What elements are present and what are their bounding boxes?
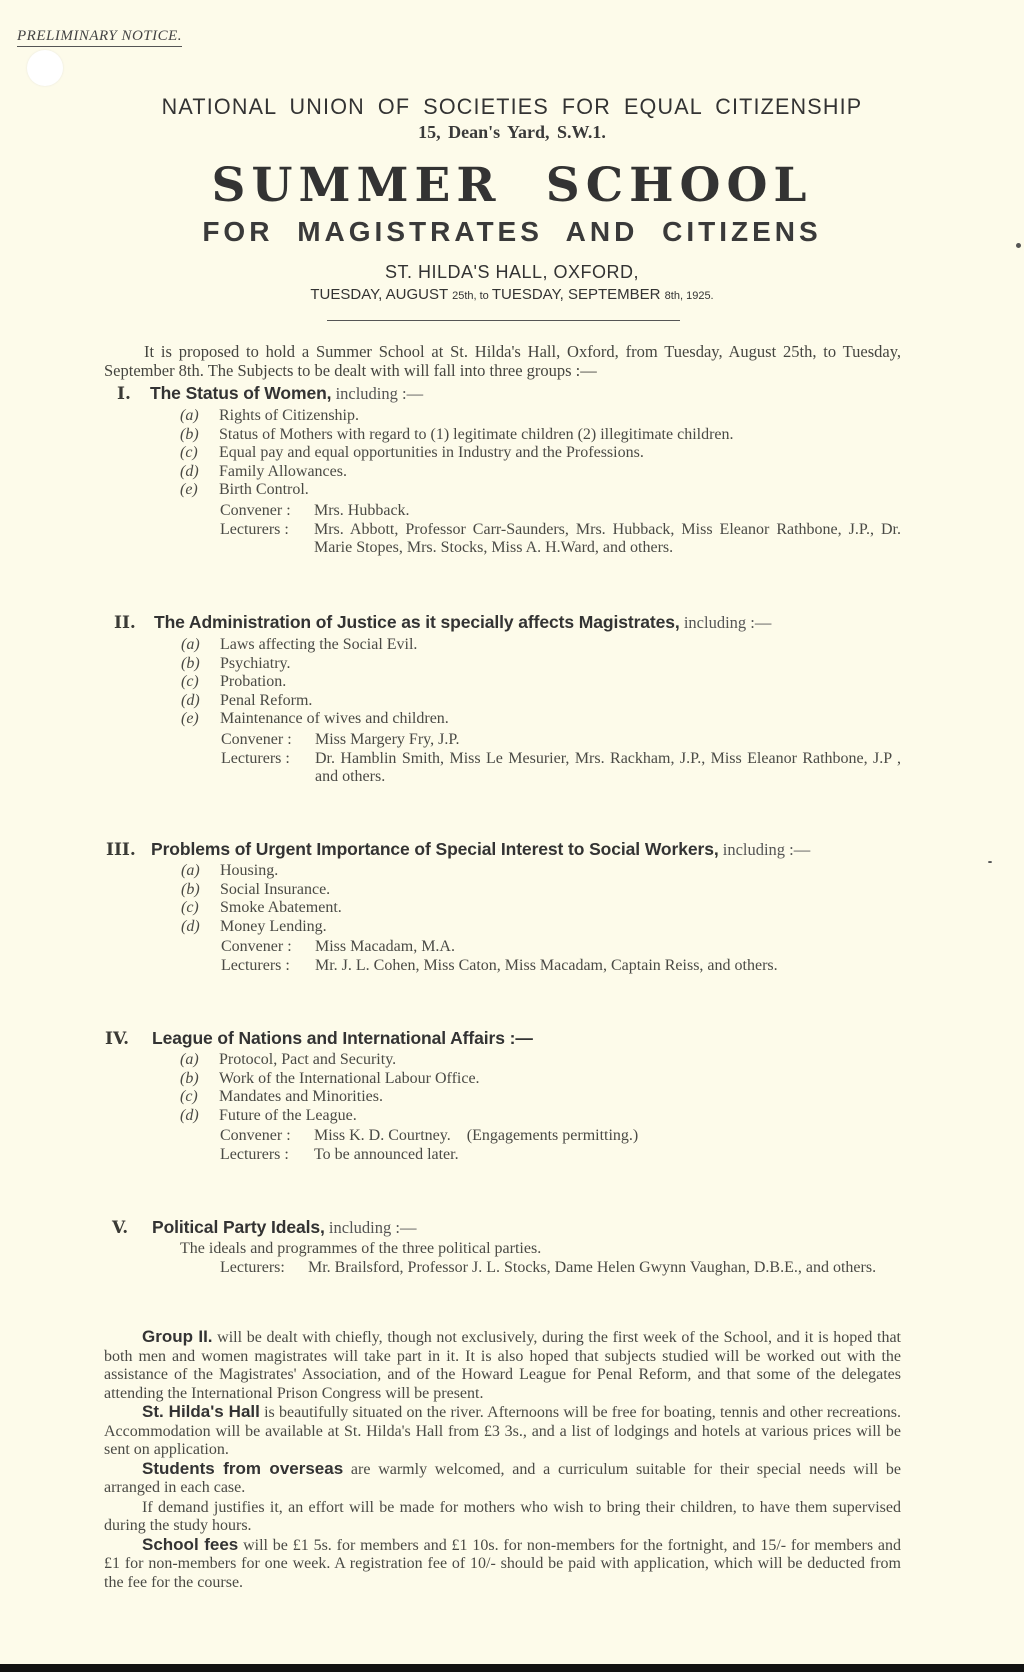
dates-start: TUESDAY, AUGUST [310, 286, 453, 303]
item-text: Smoke Abatement. [220, 899, 342, 917]
item-text: Laws affecting the Social Evil. [220, 636, 418, 653]
item-label: (e) [181, 710, 199, 728]
convener-row [221, 731, 901, 750]
topic-item [181, 710, 449, 729]
topic-item [180, 1107, 480, 1126]
lecturers-label: Lecturers : [220, 520, 289, 538]
convener-label: Convener : [221, 731, 292, 748]
item-label: (a) [180, 407, 199, 424]
convener-name: Miss Margery Fry, J.P. [315, 731, 460, 748]
item-text: Probation. [220, 673, 287, 691]
item-text: Work of the International Labour Office. [219, 1069, 480, 1087]
topic-item [181, 692, 449, 711]
topic-item [180, 481, 734, 500]
section-heading [106, 839, 810, 860]
item-label: (c) [181, 673, 199, 691]
section-suffix: including :— [331, 384, 424, 403]
note-lead: Group II. [142, 1327, 213, 1346]
description-text: The ideals and programmes of the three political parties. [180, 1240, 542, 1257]
lecturers-label: Lecturers: [220, 1259, 285, 1276]
note-paragraph [104, 1403, 901, 1460]
topic-list [180, 407, 734, 500]
item-text: Mandates and Minorities. [219, 1088, 383, 1106]
convener-label: Convener : [220, 502, 291, 519]
item-label: (b) [181, 880, 200, 898]
item-label: (c) [180, 444, 198, 462]
item-text: Housing. [220, 862, 279, 879]
convener-row [220, 1127, 900, 1146]
section-title: Political Party Ideals, [152, 1217, 325, 1237]
item-text: Psychiatry. [220, 654, 291, 672]
topic-item [181, 673, 449, 692]
dates-end: TUESDAY, SEPTEMBER [491, 286, 665, 303]
item-text: Birth Control. [219, 481, 309, 499]
topic-item [181, 881, 342, 900]
topic-item [180, 1088, 480, 1107]
lecturers-names: Mr. Brailsford, Professor J. L. Stocks, Dame Helen Gwynn Vaughan, D.B.E., and others. [308, 1259, 877, 1276]
lecturers-names: Mr. J. L. Cohen, Miss Caton, Miss Macadam, Captain Reiss, and others. [315, 956, 778, 974]
item-text: Maintenance of wives and children. [220, 710, 449, 728]
dates-end-day: 8th, [664, 290, 684, 302]
note-text: is beautifully situated on the river. Afternoons will be free for boating, tennis and other recreations. Accommodation will be available at St. Hilda's Hall from £3 3s., and a list of lodgings and hotels at various prices will be sent on application. [104, 1404, 902, 1458]
section-people [221, 938, 921, 975]
notes-block [104, 1328, 901, 1592]
item-label: (a) [180, 1051, 199, 1068]
topic-item [181, 918, 342, 937]
convener-label: Convener : [220, 1127, 291, 1144]
section-numeral: II. [114, 613, 136, 633]
lecturers-label: Lecturers : [221, 956, 290, 974]
section-suffix: including :— [718, 840, 811, 859]
topic-item [181, 899, 342, 918]
lecturers-label: Lecturers : [220, 1145, 289, 1163]
section-heading [105, 1028, 533, 1049]
item-label: (b) [180, 425, 199, 443]
section-heading [117, 383, 423, 404]
dates-year: 1925. [683, 290, 714, 302]
item-label: (c) [181, 899, 199, 917]
dates-to: to [476, 290, 492, 302]
item-label: (c) [180, 1088, 198, 1106]
section-numeral: I. [117, 384, 131, 404]
section-people [220, 502, 901, 558]
section-description [180, 1240, 541, 1259]
item-text: Equal pay and equal opportunities in Industry and the Professions. [219, 444, 644, 462]
ink-speck [988, 861, 992, 863]
note-paragraph [104, 1536, 901, 1593]
lecturers-row [220, 1146, 900, 1165]
note-text: will be dealt with chiefly, though not exclusively, during the first week of the School, and it is hoped that both men and women magistrates will take part in it. It is also hoped that subjects studied will be worked out with the assistance of the Magistrates' Association, and of the Howard League for Penal Reform, and that some of the delegates attending the International Prison Congress will be present. [104, 1329, 901, 1402]
item-text: Money Lending. [220, 917, 327, 935]
convener-label: Convener : [221, 938, 292, 955]
lecturers-names: Dr. Hamblin Smith, Miss Le Mesurier, Mrs. Rackham, J.P., Miss Eleanor Rathbone, J.P , and others. [315, 749, 901, 786]
lecturers-row [220, 521, 901, 558]
section-heading [112, 1217, 416, 1238]
section-suffix: including :— [679, 613, 772, 632]
topic-item [181, 862, 342, 881]
lecturers-names: Mrs. Abbott, Professor Carr-Saunders, Mrs. Hubback, Miss Eleanor Rathbone, J.P., Dr. Marie Stopes, Mrs. Stocks, Miss A. H.Ward, and others. [314, 520, 901, 557]
divider-rule [327, 320, 680, 321]
section-people [220, 1259, 902, 1278]
document-title: SUMMER SCHOOL [211, 158, 813, 213]
intro-paragraph [104, 342, 901, 380]
topic-item [180, 426, 734, 445]
dates-start-day: 25th, [452, 290, 477, 302]
lecturers-names: To be announced later. [314, 1145, 459, 1163]
item-label: (d) [181, 691, 200, 709]
punch-hole [27, 50, 63, 86]
item-label: (d) [180, 462, 199, 480]
item-text: Social Insurance. [220, 880, 331, 898]
topic-list [180, 1051, 480, 1125]
convener-name: Miss K. D. Courtney. (Engagements permitting.) [314, 1127, 639, 1144]
topic-item [180, 1051, 480, 1070]
topic-item [181, 655, 449, 674]
note-paragraph [104, 1460, 901, 1498]
section-suffix: including :— [324, 1218, 417, 1237]
convener-row [221, 938, 921, 957]
topic-item [180, 463, 734, 482]
item-label: (a) [181, 636, 200, 653]
topic-item [181, 636, 449, 655]
section-title: The Status of Women, [150, 383, 332, 403]
preliminary-notice: PRELIMINARY NOTICE. [17, 28, 182, 47]
item-label: (e) [180, 481, 198, 499]
convener-name: Mrs. Hubback. [314, 502, 410, 519]
note-paragraph [104, 1328, 901, 1403]
item-label: (a) [181, 862, 200, 879]
note-text: will be £1 5s. for members and £1 10s. for non-members for the fortnight, and 15/- for members and £1 for non-members for one week. A registration fee of 10/- should be paid with application, which will be deducted from the fee for the course. [104, 1536, 901, 1591]
item-text: Status of Mothers with regard to (1) legitimate children (2) illegitimate children. [219, 425, 734, 443]
section-title: Problems of Urgent Importance of Special Interest to Social Workers, [151, 839, 719, 859]
item-label: (b) [180, 1069, 199, 1087]
lecturers-row [221, 750, 901, 787]
note-paragraph [104, 1498, 901, 1536]
section-people [221, 731, 901, 787]
section-numeral: V. [112, 1218, 129, 1238]
intro-text: It is proposed to hold a Summer School at St. Hilda's Hall, Oxford, from Tuesday, August 25th, to Tuesday, September 8th. The Subjects to be dealt with will fall into three groups :— [104, 342, 901, 380]
item-label: (d) [181, 917, 200, 935]
topic-item [180, 407, 734, 426]
note-lead: St. Hilda's Hall [142, 1402, 260, 1421]
scan-edge-bar [0, 1664, 1024, 1672]
section-people [220, 1127, 900, 1164]
lecturers-row [220, 1259, 902, 1278]
section-numeral: IV. [105, 1029, 130, 1049]
section-heading [114, 612, 771, 633]
document-subtitle: FOR MAGISTRATES AND CITIZENS [202, 216, 822, 247]
section-title: League of Nations and International Affairs :— [152, 1028, 533, 1048]
organisation-address: 15, Dean's Yard, S.W.1. [418, 122, 606, 142]
topic-item [180, 444, 734, 463]
section-title: The Administration of Justice as it specially affects Magistrates, [154, 612, 680, 632]
organisation-name: NATIONAL UNION OF SOCIETIES FOR EQUAL CITIZENSHIP [161, 94, 863, 119]
topic-list [181, 862, 342, 936]
item-text: Future of the League. [219, 1106, 357, 1124]
topic-list [181, 636, 449, 729]
note-text: are warmly welcomed, and a curriculum suitable for their special needs will be arranged in each case. [104, 1460, 901, 1496]
item-text: Family Allowances. [219, 462, 347, 480]
note-lead: School fees [142, 1534, 239, 1554]
topic-item [180, 1070, 480, 1089]
item-text: Penal Reform. [220, 691, 313, 709]
venue: ST. HILDA'S HALL, OXFORD, [385, 262, 639, 282]
note-text: If demand justifies it, an effort will be made for mothers who wish to bring their children, to have them supervised during the study hours. [104, 1498, 901, 1534]
convener-row [220, 502, 901, 521]
dates [0, 286, 1024, 303]
convener-name: Miss Macadam, M.A. [315, 938, 455, 955]
section-numeral: III. [106, 840, 136, 860]
lecturers-row [221, 957, 921, 976]
item-label: (b) [181, 654, 200, 672]
item-label: (d) [180, 1106, 199, 1124]
note-lead: Students from overseas [142, 1458, 344, 1478]
lecturers-label: Lecturers : [221, 749, 290, 767]
item-text: Rights of Citizenship. [219, 407, 359, 424]
item-text: Protocol, Pact and Security. [219, 1051, 397, 1068]
